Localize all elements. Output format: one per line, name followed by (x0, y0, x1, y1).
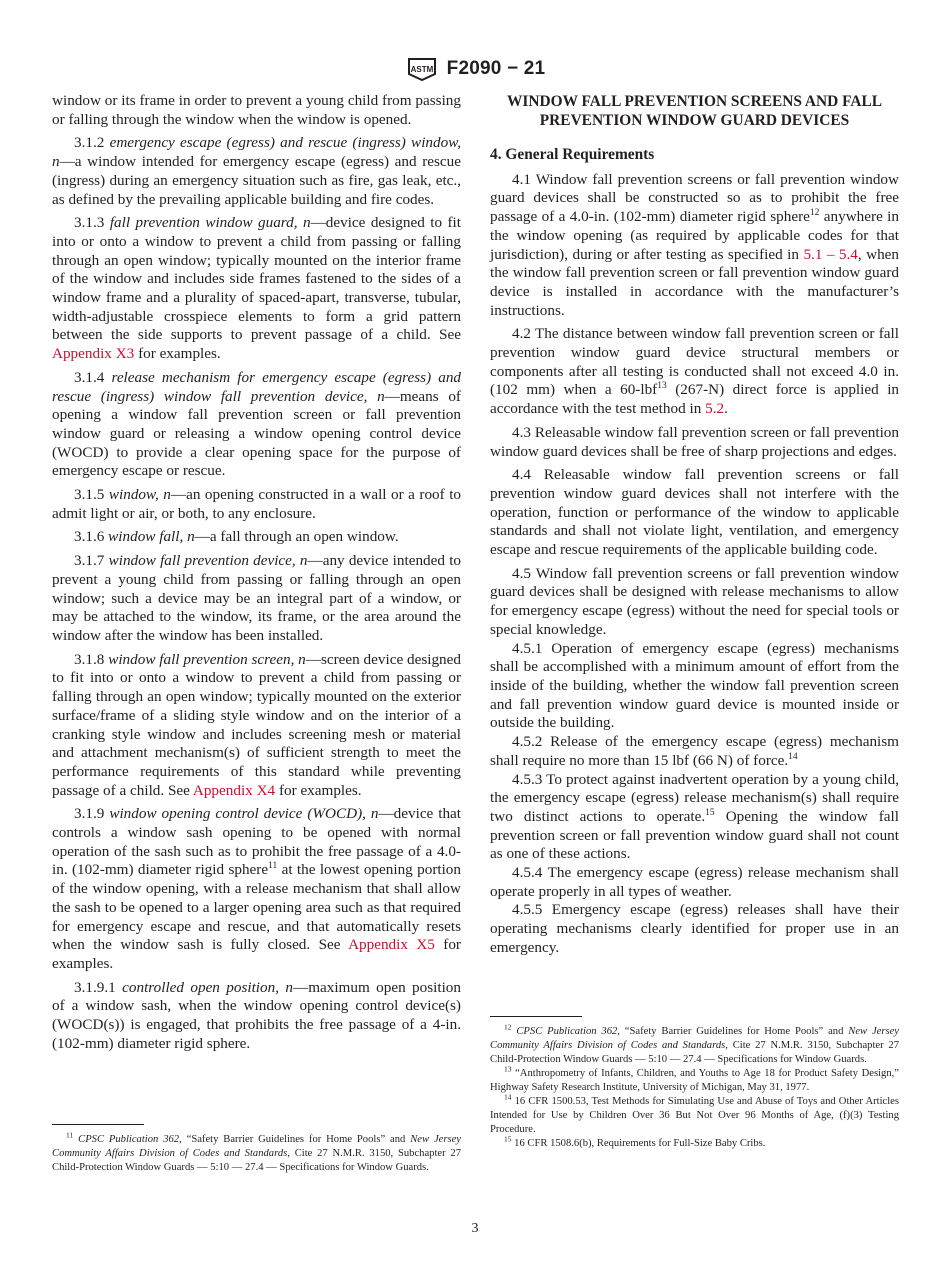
para-3-1-9: 3.1.9 window opening control device (WOCD), n—device that controls a window sash opening to be opened with normal operation of the sash such as to prohibit the free passage of a 4.0-in. (102-mm) diameter rigid sphere$^{11}$ at the lowest opening portion of the window opening, with a release mechanism that shall allow the sash to be opened to a larger opening area such as that required for emergency escape and rescue, and that automatically resets when the window sash is fully closed. See Appendix X5 for examples. (52, 805, 462, 972)
left-column (52, 92, 461, 1058)
footnote-ref-12[interactable]: 12 (809, 208, 820, 219)
section-5-1-5-4-link[interactable]: 5.1 – 5.4 (803, 245, 858, 263)
para-3-1-5: 3.1.5 window, n—an opening constructed in a wall or a roof to admit light or air, or both, to any enclosure. (52, 486, 462, 522)
para-3-1-3: 3.1.3 fall prevention window guard, n—device designed to fit into or onto a window to prevent a child from passing or falling through an open window; typically mounted on the interior frame of the window and includes side frames fastened to the sides of a window frame and a plurality of spaced-apart, transverse, tubular, width-adjustable crosspiece elements to form a grid pattern between the side supports to prevent passage of a child. See Appendix X3 for examples. (52, 214, 461, 363)
appendix-x4-link[interactable]: Appendix X4 (192, 781, 276, 799)
para-3-1-9-1: 3.1.9.1 controlled open position, n—maximum open position of a window sash, when the window opening control device(s) (WOCD(s)) is engaged, that prohibits the free passage of a 4-in. (102-mm) diameter rigid sphere. (52, 978, 461, 1052)
document-id: F2090 − 21 (446, 58, 546, 79)
logo-text: ASTM (410, 65, 433, 74)
para-4-5-3: 4.5.3 To protect against inadvertent operation by a young child, the emergency escape (egress) release mechanism(s) shall require two distinct actions to operate.$^{15}$ Opening the window fall prevention screen or fall prevention window guard shall not count as one of these actions. (490, 770, 899, 863)
para-3-1-7: 3.1.7 window fall prevention device, n—any device intended to prevent a young child from passing or falling through an open window; such a device may be an integral part of a window, or may be attached to the window, its frame, or the area around the window after the window has been installed. (52, 552, 462, 644)
section-heading-4: 4. General Requirements (490, 146, 655, 163)
para-3-1-6: 3.1.6 window fall, n—a fall through an open window. (74, 528, 399, 546)
para-4-4: 4.4 Releasable window fall prevention screens or fall prevention window guard devices shall not interfere with the operation, function or performance of the window to applicable standards and shall not violate light, ventilation, and emergency escape and rescue requirements of the applicable building code. (490, 466, 899, 559)
footnote-13: $^{13}$ “Anthropometry of Infants, Children, and Youths to Age 18 for Product Safety Design,” Highway Safety Research Institute, University of Michigan, May 31, 1977. (490, 1064, 899, 1093)
page-number: 3 (471, 1221, 479, 1236)
right-column (490, 92, 899, 958)
para-4-1: 4.1 Window fall prevention screens or fall prevention window guard devices shall be constructed so as to prohibit the free passage of a 4.0-in. (102-mm) diameter rigid sphere$^{12}$ anywhere in the window opening (as required by applicable codes for that jurisdiction), during or after testing as specified in 5.1 – 5.4, when the window fall prevention screen or fall prevention window guard device is installed in accordance with the manufacturer’s instructions. (490, 170, 900, 319)
para-4-2: 4.2 The distance between window fall prevention screen or fall prevention window guard device structural members or components after all testing is conducted shall not exceed 4.0 in. (102 mm) when a 60-lbf$^{13}$ (267-N) direct force is applied in accordance with the test method in 5.2. (490, 325, 900, 418)
footnote-11: $^{11}$ CPSC Publication 362, “Safety Barrier Guidelines for Home Pools” and New Jersey Community Affairs Division of Codes and Standards, Cite 27 N.M.R. 3150, Subchapter 27 Child-Protection Window Guards — 5:10 — 27.4 — Specifications for Window Guards. (52, 1130, 461, 1173)
para-4-5-5: 4.5.5 Emergency escape (egress) releases shall have their operating mechanisms clearly identified for proper use in an emergency. (490, 901, 899, 956)
para-4-3: 4.3 Releasable window fall prevention screen or fall prevention window guard devices shall be free of sharp projections and edges. (490, 423, 899, 460)
para-3-1-2: 3.1.2 emergency escape (egress) and rescue (ingress) window, n—a window intended for emergency escape (egress) and rescue (ingress) during an emergency situation such as fire, gas leak, etc., as defined by the prevailing applicable building and fire codes. (52, 134, 461, 208)
para-3-1-8: 3.1.8 window fall prevention screen, n—screen device designed to fit into or onto a window to prevent a child from passing or falling through an open window; typically mounted on the exterior surface/frame of a sliding style window and on the interior of a cranking style window and includes screening mesh or material and attachment mechanism(s) of sufficient strength to meet the performance requirements of this standard while preventing passage of a child. See Appendix X4 for examples. (52, 650, 461, 799)
section-title: WINDOW FALL PREVENTION SCREENS AND FALL PREVENTION WINDOW GUARD DEVICES (507, 93, 882, 129)
footnote-ref-13[interactable]: 13 (657, 381, 667, 392)
footnote-15: $^{15}$ 16 CFR 1508.6(b), Requirements for Full-Size Baby Cribs. (504, 1134, 766, 1149)
footnotes-left (52, 1124, 461, 1175)
footnote-ref-14[interactable]: 14 (788, 751, 798, 762)
footnote-14: $^{14}$ 16 CFR 1500.53, Test Methods for Simulating Use and Abuse of Toys and Other Articles Intended for Use by Children Over 36 But Not Over 96 Months of Age, (f)(3) Testing Procedure. (490, 1092, 899, 1135)
footnote-12: $^{12}$ CPSC Publication 362, “Safety Barrier Guidelines for Home Pools” and New Jersey Community Affairs Division of Codes and Standards, Cite 27 N.M.R. 3150, Subchapter 27 Child-Protection Window Guards — 5:10 — 27.4 — Specifications for Window Guards. (490, 1022, 899, 1065)
astm-logo-icon (405, 56, 439, 82)
para-4-5-2: 4.5.2 Release of the emergency escape (egress) mechanism shall require no more than 15 lbf (66 N) of force.$^{14}$ (490, 733, 899, 769)
para-4-5-4: 4.5.4 The emergency escape (egress) release mechanism shall operate properly in all types of weather. (490, 864, 899, 900)
footnote-ref-15[interactable]: 15 (705, 807, 715, 818)
footnote-ref-11[interactable]: 11 (268, 861, 278, 872)
para-4-5: 4.5 Window fall prevention screens or fall prevention window guard devices shall be designed with release mechanisms to allow for emergency escape (egress) without the need for special tools or special knowledge. (490, 564, 899, 638)
footnote-rule (52, 1124, 144, 1125)
para-4-5-1: 4.5.1 Operation of emergency escape (egress) mechanisms shall be accomplished with a minimum amount of effort from the inside of the building, whether the window fall prevention screen and fall prevention window guard device is mounted inside or outside the building. (490, 639, 899, 732)
para-continuation: window or its frame in order to prevent a young child from passing or falling through the window when the window is opened. (52, 92, 461, 128)
footnotes-right (490, 1016, 899, 1151)
para-3-1-4: 3.1.4 release mechanism for emergency escape (egress) and rescue (ingress) window fall prevention device, n—means of opening a window fall prevention screen or fall prevention window guard or releasing a window opening control device (WOCD) to provide a clear opening space for the purpose of emergency escape or rescue. (52, 368, 462, 480)
footnote-rule (490, 1016, 582, 1017)
page-header (0, 56, 950, 82)
appendix-x5-link[interactable]: Appendix X5 (348, 936, 435, 954)
appendix-x3-link[interactable]: Appendix X3 (52, 345, 135, 363)
section-5-2-link[interactable]: 5.2 (705, 400, 725, 418)
